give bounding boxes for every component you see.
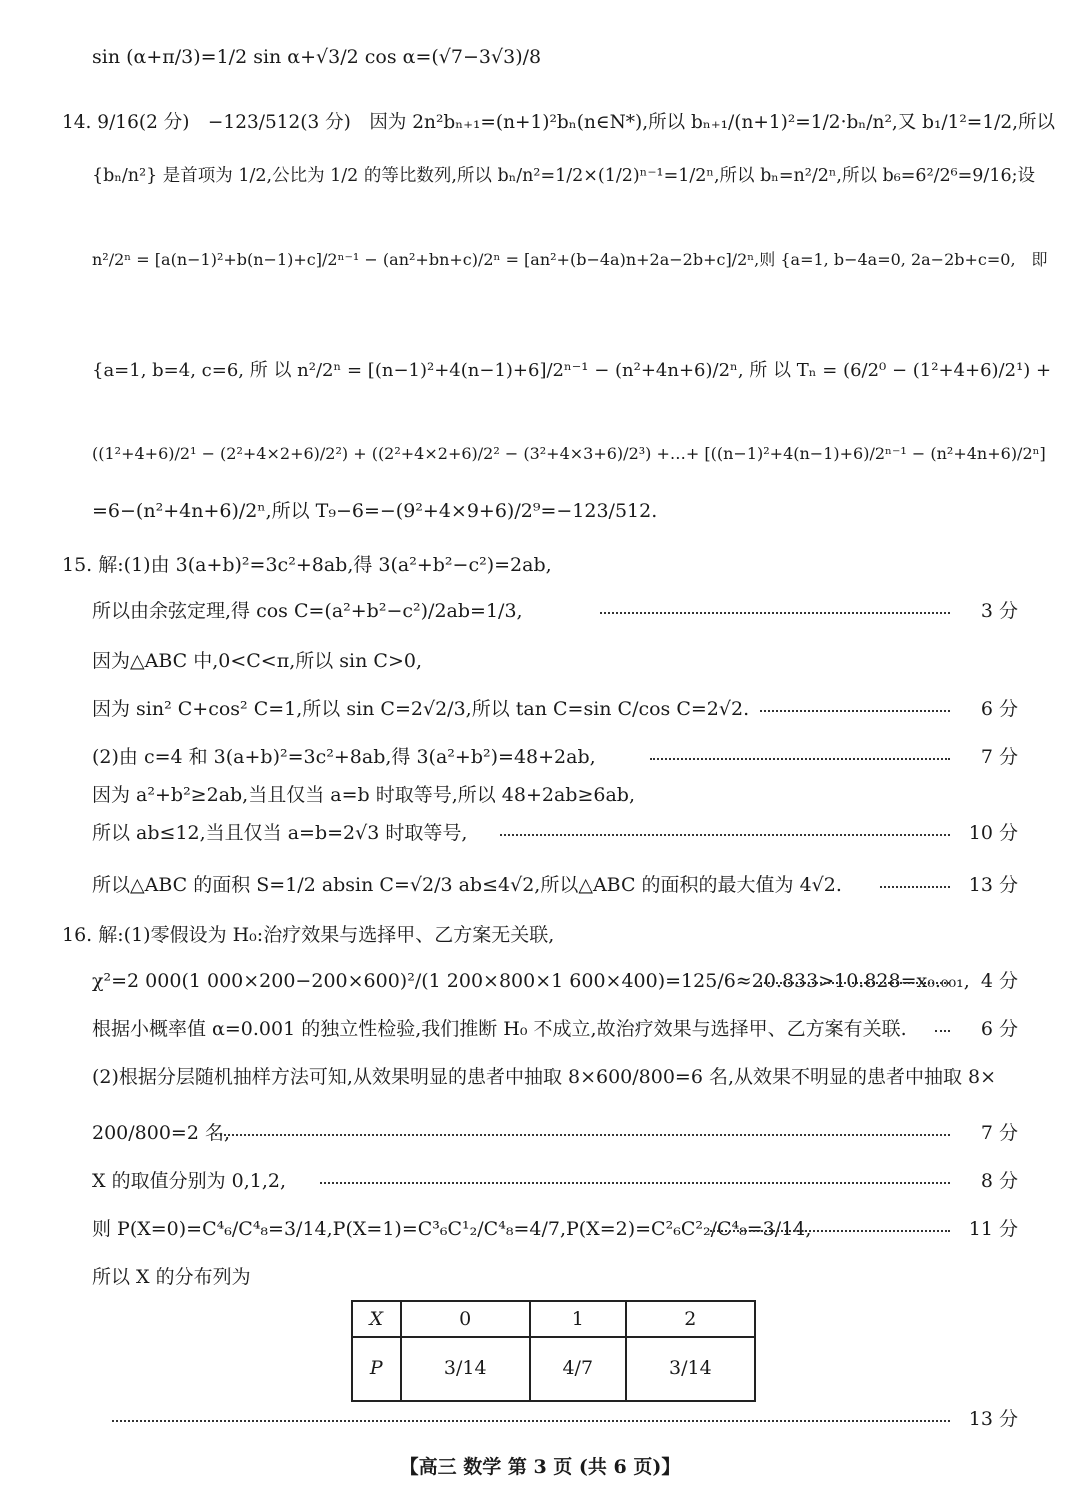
line-16-distribution-intro: 所以 X 的分布列为 bbox=[92, 1266, 251, 1288]
distribution-table bbox=[351, 1300, 756, 1402]
score-mark: 3 分 bbox=[980, 600, 1018, 622]
score-mark: 11 分 bbox=[968, 1218, 1018, 1240]
line-15-area: 所以△ABC 的面积 S=1/2 absin C=√2/3 ab≤4√2,所以△ABC 的面积的最大值为 4√2. bbox=[92, 874, 842, 896]
leader-dots bbox=[215, 1134, 950, 1138]
line-16-conclusion: 根据小概率值 α=0.001 的独立性检验,我们推断 H₀ 不成立,故治疗效果与选择甲、乙方案有关联. bbox=[92, 1018, 907, 1040]
line-14-start: 14. 9/16(2 分) −123/512(3 分) 因为 2n²bₙ₊₁=(n+1)²bₙ(n∈N*),所以 bₙ₊₁/(n+1)²=1/2·bₙ/n²,又 b₁/1²=1/2,所以 bbox=[62, 112, 1055, 133]
line-15-part2: (2)由 c=4 和 3(a+b)²=3c²+8ab,得 3(a²+b²)=48+2ab, bbox=[92, 746, 596, 768]
leader-dots bbox=[760, 982, 950, 986]
line-14-geometric: {bₙ/n²} 是首项为 1/2,公比为 1/2 的等比数列,所以 bₙ/n²=1/2×(1/2)ⁿ⁻¹=1/2ⁿ,所以 bₙ=n²/2ⁿ,所以 b₆=6²/2⁶=9/16;设 bbox=[92, 166, 1035, 186]
table-cell: 4/7 bbox=[530, 1337, 626, 1401]
leader-dots bbox=[112, 1420, 950, 1424]
score-mark: 4 分 bbox=[980, 970, 1018, 992]
line-16-chi-square: χ²=2 000(1 000×200−200×600)²/(1 200×800×1 600×400)=125/6≈20.833>10.828=x₀.₀₀₁, bbox=[92, 970, 970, 992]
leader-dots bbox=[935, 1030, 950, 1034]
line-16-sampling: (2)根据分层随机抽样方法可知,从效果明显的患者中抽取 8×600/800=6 名,从效果不明显的患者中抽取 8× bbox=[92, 1066, 997, 1088]
line-16-start: 16. 解:(1)零假设为 H₀:治疗效果与选择甲、乙方案无关联, bbox=[62, 924, 555, 946]
line-15-tan: 因为 sin² C+cos² C=1,所以 sin C=2√2/3,所以 tan C=sin C/cos C=2√2. bbox=[92, 698, 750, 720]
table-cell: X bbox=[352, 1301, 401, 1337]
line-15-inequality: 因为 a²+b²≥2ab,当且仅当 a=b 时取等号,所以 48+2ab≥6ab, bbox=[92, 784, 636, 806]
line-15-start: 15. 解:(1)由 3(a+b)²=3c²+8ab,得 3(a²+b²−c²)=2ab, bbox=[62, 554, 552, 576]
score-mark: 10 分 bbox=[968, 822, 1018, 844]
line-16-values: X 的取值分别为 0,1,2, bbox=[92, 1170, 286, 1192]
score-mark: 13 分 bbox=[968, 1408, 1018, 1430]
table-cell: 1 bbox=[530, 1301, 626, 1337]
line-15-cos: 所以由余弦定理,得 cos C=(a²+b²−c²)/2ab=1/3, bbox=[92, 600, 523, 622]
leader-dots bbox=[760, 710, 950, 714]
score-mark: 6 分 bbox=[980, 698, 1018, 720]
table-cell: 2 bbox=[626, 1301, 755, 1337]
line-15-sin-positive: 因为△ABC 中,0<C<π,所以 sin C>0, bbox=[92, 650, 422, 672]
score-mark: 7 分 bbox=[980, 746, 1018, 768]
leader-dots bbox=[880, 886, 950, 890]
table-cell: 3/14 bbox=[626, 1337, 755, 1401]
table-cell: P bbox=[352, 1337, 401, 1401]
page-footer: 【高三 数学 第 3 页 (共 6 页)】 bbox=[399, 1456, 681, 1478]
table-cell: 3/14 bbox=[401, 1337, 530, 1401]
line-15-ab-bound: 所以 ab≤12,当且仅当 a=b=2√3 时取等号, bbox=[92, 822, 468, 844]
line-14-split: n²/2ⁿ = [a(n−1)²+b(n−1)+c]/2ⁿ⁻¹ − (an²+bn+c)/2ⁿ = [an²+(b−4a)n+2a−2b+c]/2ⁿ,则 {a=1, b−4a=0, 2a−2b+c=0, 即 bbox=[92, 250, 1048, 269]
score-mark: 8 分 bbox=[980, 1170, 1018, 1192]
line-16-probabilities: 则 P(X=0)=C⁴₆/C⁴₈=3/14,P(X=1)=C³₆C¹₂/C⁴₈=4/7,P(X=2)=C²₆C²₂/C⁴₈=3/14, bbox=[92, 1218, 812, 1240]
table-cell: 0 bbox=[401, 1301, 530, 1337]
score-mark: 7 分 bbox=[980, 1122, 1018, 1144]
leader-dots bbox=[650, 758, 950, 762]
line-14-telescoping: ((1²+4+6)/2¹ − (2²+4×2+6)/2²) + ((2²+4×2+6)/2² − (3²+4×3+6)/2³) +…+ [((n−1)²+4(n−1)+6)/2ⁿ⁻¹ − (n²+4n+6)/2ⁿ] bbox=[92, 444, 1046, 463]
leader-dots bbox=[320, 1182, 950, 1186]
line-16-sampling-2: 200/800=2 名, bbox=[92, 1122, 231, 1144]
leader-dots bbox=[600, 612, 950, 616]
line-14-coefficients: {a=1, b=4, c=6, 所 以 n²/2ⁿ = [(n−1)²+4(n−1)+6]/2ⁿ⁻¹ − (n²+4n+6)/2ⁿ, 所 以 Tₙ = (6/2⁰ − (1²+4+6)/2¹) + bbox=[92, 360, 1052, 381]
leader-dots bbox=[710, 1230, 950, 1234]
line-13-end: sin (α+π/3)=1/2 sin α+√3/2 cos α=(√7−3√3)/8 bbox=[92, 46, 542, 68]
score-mark: 6 分 bbox=[980, 1018, 1018, 1040]
leader-dots bbox=[500, 834, 950, 838]
table-row bbox=[352, 1301, 755, 1337]
table-row bbox=[352, 1337, 755, 1401]
line-14-result: =6−(n²+4n+6)/2ⁿ,所以 T₉−6=−(9²+4×9+6)/2⁹=−123/512. bbox=[92, 500, 658, 522]
score-mark: 13 分 bbox=[968, 874, 1018, 896]
